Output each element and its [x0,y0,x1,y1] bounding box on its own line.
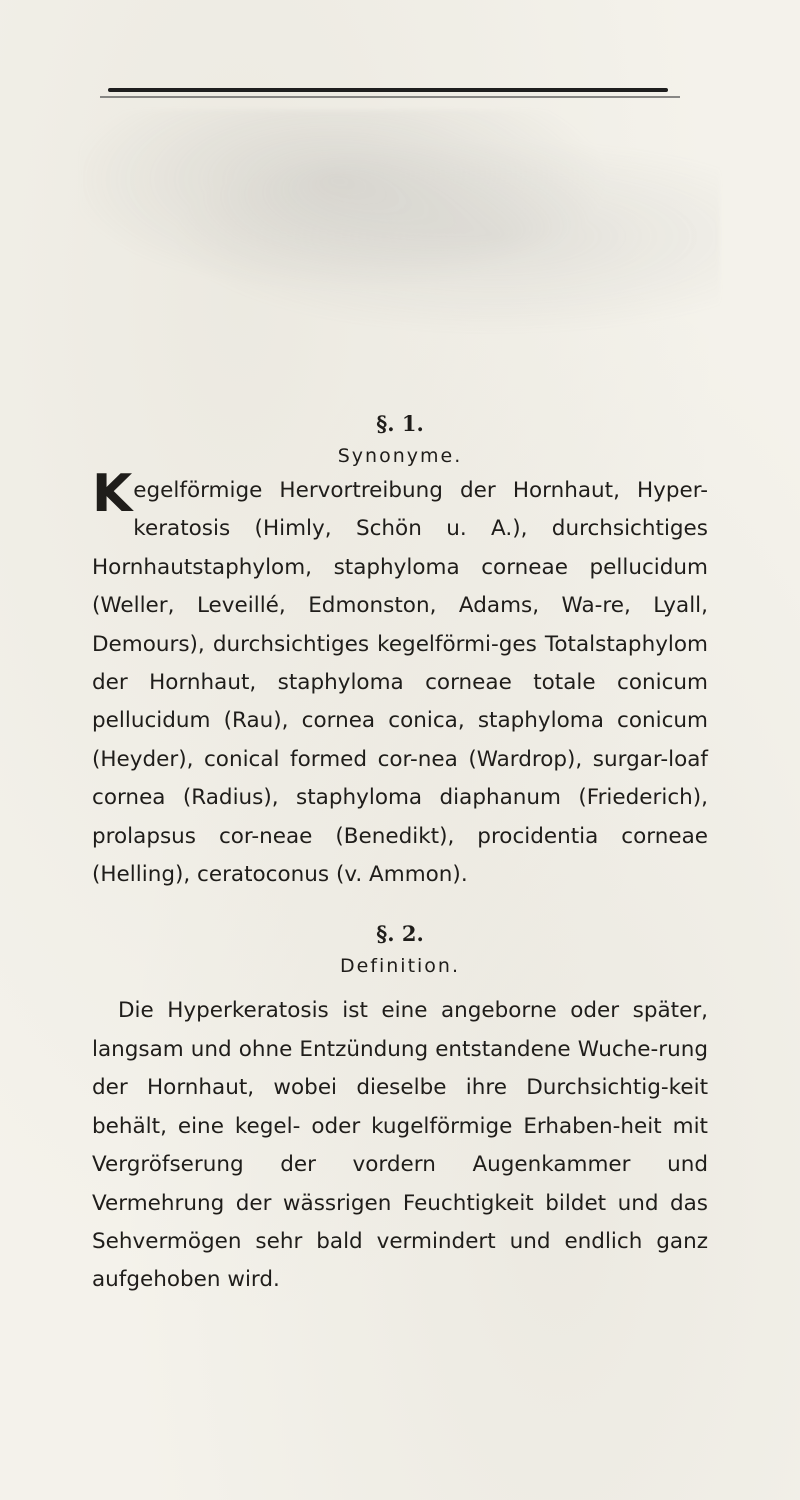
section-title-synonyme: Synonyme. [337,445,463,467]
section-number-2: §. 2. [376,921,424,947]
page-content [92,408,708,1300]
definition-paragraph: Die Hyperkeratosis ist eine angeborne oder später, langsam und ohne Entzündung entstandene Wuche-rung der Hornhaut, wobei dieselbe ihre Durchsichtig-keit behält, eine kegel- oder kugelförmige Erhaben-heit mit Vergröfserung der vordern Augenkammer und Vermehrung der wässrigen Feuchtigkeit bildet und das Sehvermögen sehr bald vermindert und endlich ganz aufgehoben wird. [92,998,708,1293]
synonyms-paragraph: Kegelförmige Hervortreibung der Hornhaut, Hyper-keratosis (Himly, Schön u. A.), durchsichtiges Hornhautstaphylom, staphyloma corneae pellucidum (Weller, Leveillé, Edmonston, Adams, Wa-re, Lyall, Demours), durchsichtiges kegelförmi-ges Totalstaphylom der Hornhaut, staphyloma corneae totale conicum pellucidum (Rau), cornea conica, staphyloma conicum (Heyder), conical formed cor-nea (Wardrop), surgar-loaf cornea (Radius), staphyloma diaphanum (Friederich), prolapsus cor-neae (Benedikt), procidentia corneae (Helling), ceratoconus (v. Ammon). [92,464,708,888]
section-title-definition: Definition. [339,955,461,978]
header-rule-thin [100,96,680,98]
header-rule [108,88,668,92]
show-through-bleed [80,110,720,340]
section-number-1: §. 1. [376,411,424,436]
